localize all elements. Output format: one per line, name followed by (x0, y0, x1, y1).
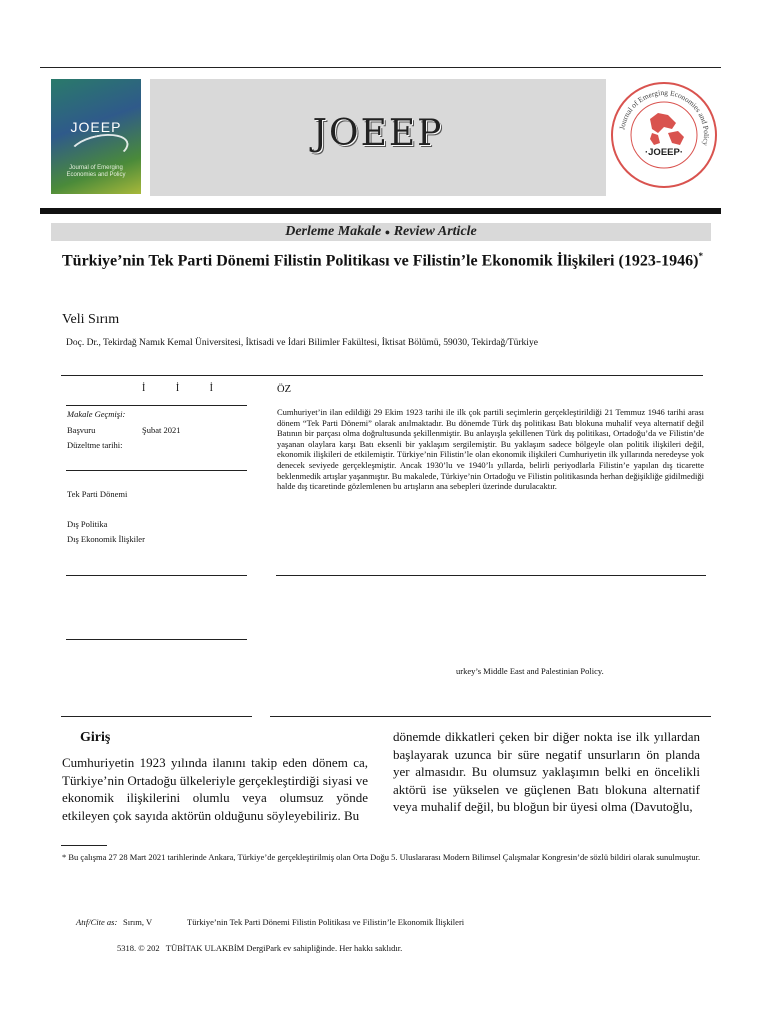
keyword-1: Tek Parti Dönemi (67, 489, 128, 499)
intro-column-2: dönemde dikkatleri çeken bir diğer nokta ise ilk yıllardan başlayarak uzunca bir süre negatif unsurların ön planda yer almasıdır. Bu olumsuz yaklaşımın belki en öncelikli aktörü ise yükselen ve güçlenen Batı blokuna alternatif veya muhalif değil, bu bloğun bir üyesi olma (Davutoğlu, (393, 729, 700, 814)
intro-heading: Giriş (80, 730, 111, 745)
footnote-rule (61, 845, 107, 846)
left-panel-rule-1 (66, 405, 247, 406)
article-title (62, 246, 712, 271)
abstract-heading: ÖZ (277, 384, 291, 395)
article-type-en: Review Article (393, 224, 477, 239)
banner-title: JOEEP (312, 113, 444, 154)
cover-logo-title: JOEEP (70, 119, 122, 135)
cover-swoosh-icon (67, 129, 132, 169)
seal-ring-text: Journal of Emerging Economies and Policy (617, 87, 712, 147)
copyright-line: 5318. © 202 TÜBİTAK ULAKBİM DergiPark ev sahipliğinde. Her hakkı saklıdır. (117, 943, 403, 953)
info-top-rule (61, 375, 703, 376)
keyword-3: Dış Ekonomik İlişkiler (67, 534, 145, 544)
abstract-bottom-rule (276, 575, 706, 576)
cover-logo-subtitle: Journal of Emerging Economies and Policy (66, 165, 126, 178)
seal-center-text: ·JOEEP· (644, 147, 684, 158)
bullet-icon: ● (384, 227, 391, 237)
journal-banner (150, 79, 606, 196)
english-title-fragment: urkey’s Middle East and Palestinian Policy. (456, 666, 604, 676)
left-panel-rule-2 (66, 470, 247, 471)
cite-author: Sırım, V (123, 917, 153, 927)
received-label: Başvuru (67, 425, 96, 435)
cite-title: Türkiye’nin Tek Parti Dönemi Filistin Politikası ve Filistin’le Ekonomik İlişkileri (187, 917, 465, 927)
article-title-text: Türkiye’nin Tek Parti Dönemi Filistin Politikası ve Filistin’le Ekonomik İlişkileri (1923-1946) (62, 252, 699, 270)
left-panel-heading: İ İ İ (142, 383, 227, 394)
body-right-rule (270, 716, 711, 717)
title-footnote-mark: * (698, 251, 703, 261)
author-affiliation: Doç. Dr., Tekirdağ Namık Kemal Üniversitesi, İktisadi ve İdari Bilimler Fakültesi, İktisat Bölümü, 59030, Tekirdağ/Türkiye (66, 338, 538, 348)
author-name: Veli Sırım (62, 312, 120, 327)
left-panel-rule-4 (66, 639, 247, 640)
revision-label: Düzeltme tarihi: (67, 440, 123, 450)
footnote-text: * Bu çalışma 27 28 Mart 2021 tarihlerinde Ankara, Türkiye’de gerçekleştirilmiş olan Orta Doğu 5. Uluslararası Modern Bilimsel Çalışmalar Kongresin’de sözlü bildiri olarak sunulmuştur. (62, 852, 701, 862)
top-rule (40, 67, 721, 68)
journal-seal-logo (610, 81, 718, 189)
received-value: Şubat 2021 (142, 425, 181, 435)
abstract-text: Cumhuriyet’in ilan edildiği 29 Ekim 1923 tarihi ile ilk çok partili seçimlerin gerçekleştirildiği 21 Temmuz 1946 tarihi arası dönem “Tek Parti Dönemi” olarak anılmaktadır. Bu dönemde Türk dış politikası Batı blokuna muhalif veya alternatif değil Batının bir parçası olma doğrultusunda şekillenmiştir. Bu anlayışla şekillenen Türk dış politikası, Ortadoğu’da ve Filistin’de yaşanan olaylara karşı Batı eksenli bir yaklaşım sergilemiştir. Bu yaklaşım sadece bölgeyle olan politik ilişkileri değil, ekonomik ilişkileri de etkilemiştir. Türkiye’nin Filistin’le olan ekonomik ilişkileri Cumhuriyetin ilk yıllarında neredeyse yok denecek seviyede gerçekleşmiştir. Ancak 1930’lu ve 1940’lı yıllarda, belirli periyodlarla Filistin’e yapılan dış ticarette beklenmedik artışlar yaşanmıştır. Bu makalede, Türkiye’nin Ortadoğu ve Filistin politikasında herhan değişikliğe gidilmediği halde dış ticaretinde gözlemlenen bu artışların ana sebepleri üzerinde durulacaktır. (277, 407, 704, 492)
cite-label: Atıf/Cite as: (76, 917, 118, 927)
header-thick-rule (40, 208, 721, 214)
body-left-rule (61, 716, 252, 717)
left-panel-rule-3 (66, 575, 247, 576)
article-type-bar (51, 223, 711, 241)
history-label: Makale Geçmişi: (67, 409, 126, 419)
journal-cover-logo (51, 79, 141, 194)
article-type-tr: Derleme Makale (285, 224, 382, 239)
intro-column-1: Cumhuriyetin 1923 yılında ilanını takip eden dönem ca, Türkiye’nin Ortadoğu ülkeleriyle gerçekleştirdiği siyasi ve ekonomik ilişkilerini olumlu veya olumsuz yönde etkileyen çok sayıda aktörün olduğunu söyleyebiliriz. Bu (62, 755, 368, 823)
keyword-2: Dış Politika (67, 519, 108, 529)
